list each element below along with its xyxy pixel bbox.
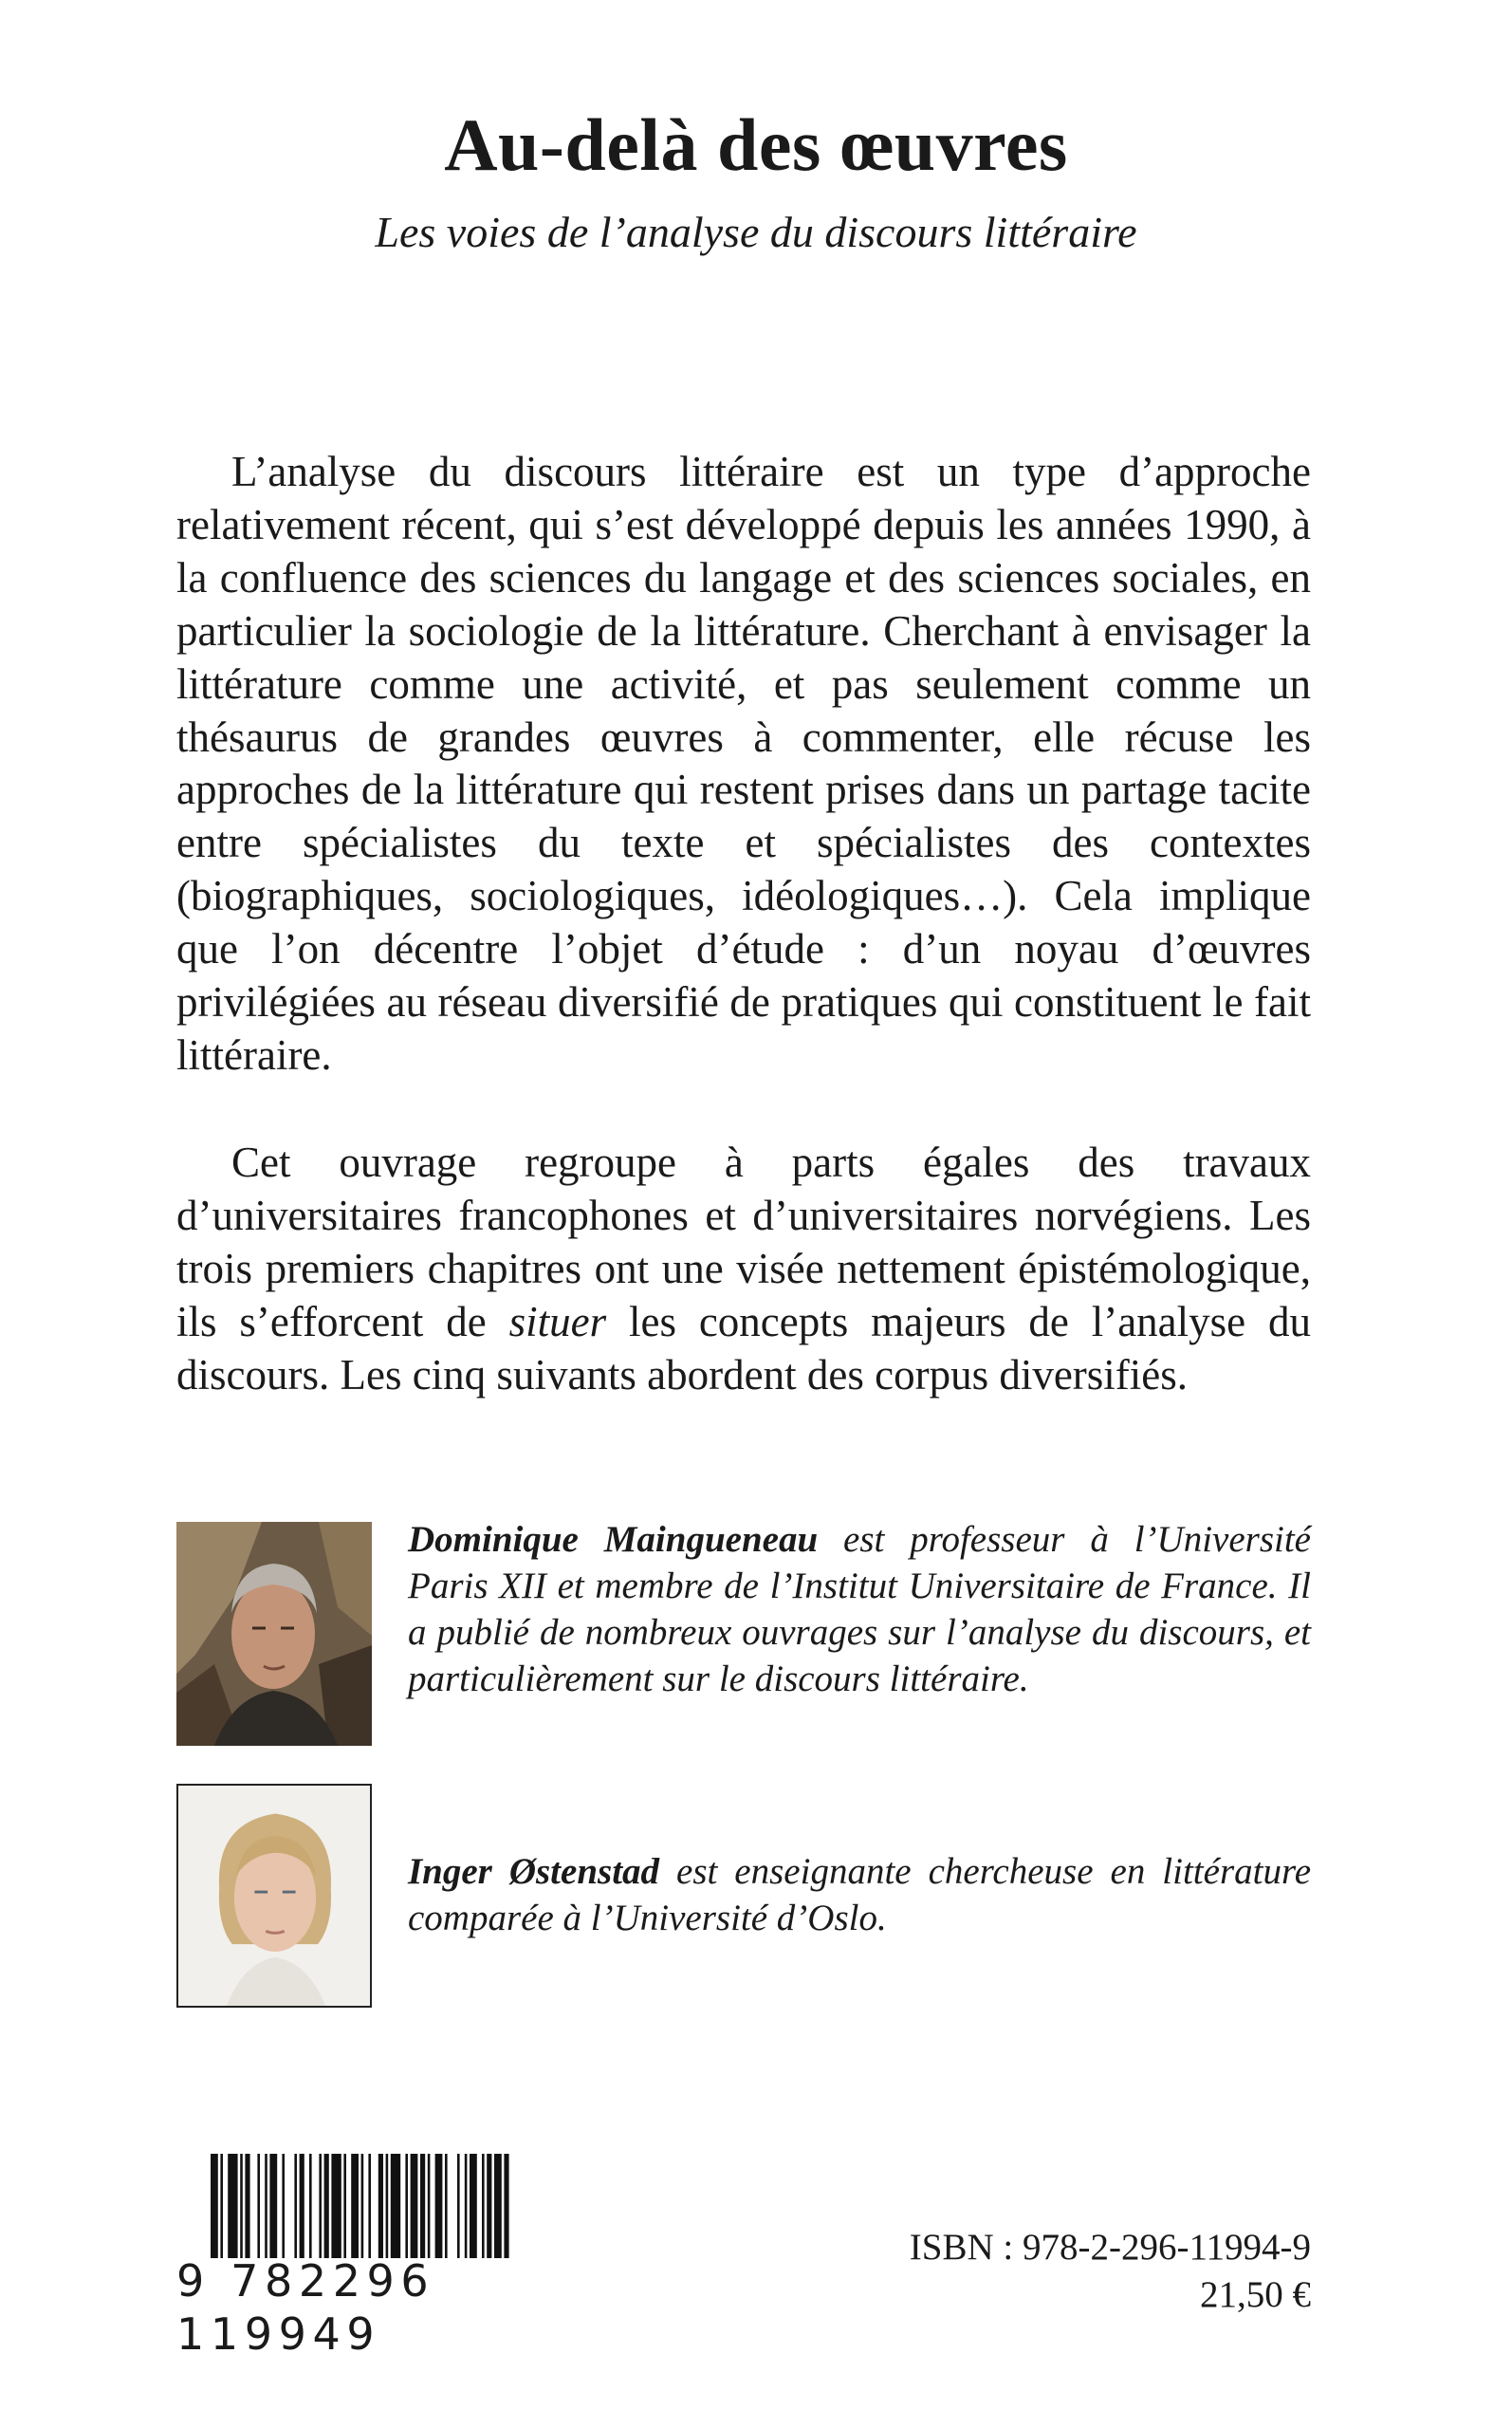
author-name-2: Inger Østenstad	[408, 1851, 660, 1892]
author-bio-2	[408, 1848, 1311, 1941]
author-name-1: Dominique Maingueneau	[408, 1519, 819, 1560]
blurb-paragraph-1: L’analyse du discours littéraire est un type d’approche relativement récent, qui s’est développé depuis les années 1990, à la confluence des sciences du langage et des sciences sociales, en particulier la sociologie de la littérature. Cherchant à envisager la littérature comme une activité, et pas seulement comme un thésaurus de grandes œuvres à commenter, elle récuse les approches de la littérature qui restent prises dans un partage tacite entre spécialistes du texte et spécialistes des contextes (biographiques, sociologiques, idéologiques…). Cela implique que l’on décentre l’objet d’étude : d’un noyau d’œuvres privilégiées au réseau diversifié de pratiques qui constituent le fait littéraire.	[176, 448, 1311, 1079]
blurb-emphasis: situer	[508, 1297, 607, 1345]
book-title: Au-delà des œuvres	[444, 103, 1068, 186]
book-subtitle: Les voies de l’analyse du discours littéraire	[375, 208, 1137, 256]
barcode-digits: 9 782296 119949	[176, 2255, 435, 2360]
author-photo-ostenstad	[176, 1784, 372, 2008]
blurb-paragraph-2-start: Cet ouvrage regroupe à parts égales des travaux d’universitaires francophones et d’universitaires norvégiens. Les trois premiers chapitres ont une visée nettement épistémologique, ils s’efforcent de	[176, 1139, 1311, 1345]
blurb-paragraph-2-end: les concepts majeurs de l’analyse du discours. Les cinq suivants abordent des corpus diversifiés.	[176, 1297, 1311, 1399]
author-bio-text-2: est enseignante chercheuse en littérature comparée à l’Université d’Oslo.	[408, 1851, 1312, 1938]
isbn: ISBN : 978-2-296-11994-9	[909, 2227, 1311, 2268]
author-bio-text-1: est professeur à l’Université Paris XII et membre de l’Institut Universitaire de France. Il a publié de nombreux ouvrages sur l’analyse du discours, et particulièrement sur le discours littéraire.	[408, 1519, 1311, 1699]
author-bio-1	[408, 1516, 1311, 1702]
price: 21,50 €	[1200, 2274, 1311, 2315]
author-photo-maingueneau	[176, 1522, 372, 1746]
blurb-paragraph-2	[176, 1137, 1311, 1402]
